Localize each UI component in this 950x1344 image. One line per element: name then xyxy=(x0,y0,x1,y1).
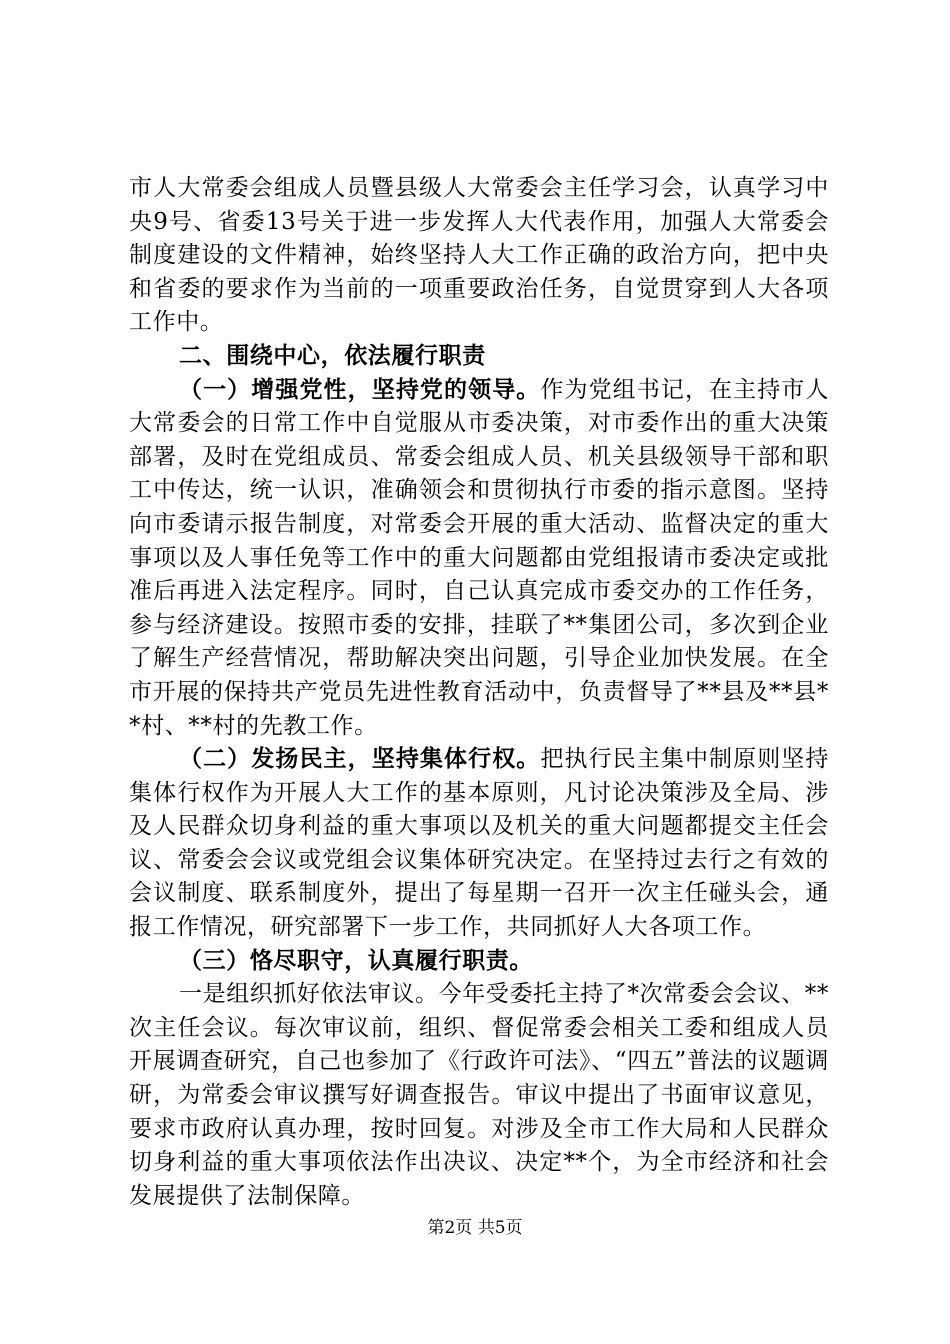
document-body xyxy=(129,172,829,1213)
section-heading-2: 二、围绕中心，依法履行职责 xyxy=(179,342,486,369)
subsection-1-title: （一）增强党性，坚持党的领导。 xyxy=(179,376,541,403)
paragraph-subsection-1 xyxy=(129,374,829,744)
subsection-1-text: 作为党组书记，在主持市人大常委会的日常工作中自觉服从市委决策，对市委作出的重大决策部署，及时在党组成员、常委会组成人员、机关县级领导干部和职工中传达，统一认识，准确领会和贯彻执行市委的指示意图。坚持向市委请示报告制度，对常委会开展的重大活动、监督决定的重大事项以及人事任免等工作中的重大问题都由党组报请市委决定或批准后再进入法定程序。同时，自己认真完成市委交办的工作任务，参与经济建设。按照市委的安排，挂联了**集团公司，多次到企业了解生产经营情况，帮助解决突出问题，引导企业加快发展。在全市开展的保持共产党员先进性教育活动中，负责督导了**县及**县**村、**村的先教工作。 xyxy=(129,376,830,739)
subsection-3-title: （三）恪尽职守，认真履行职责。 xyxy=(179,947,533,974)
page-number-footer: 第2页 共5页 xyxy=(427,1218,523,1238)
paragraph-review-work: 一是组织抓好依法审议。今年受委托主持了*次常委会会议、**次主任会议。每次审议前，组织、督促常委会相关工委和组成人员开展调查研究，自己也参加了《行政许可法》、“四五”普法的议题调研，为常委会审议撰写好调查报告。审议中提出了书面审议意见，要求市政府认真办理，按时回复。对涉及全市工作大局和人民群众切身利益的重大事项依法作出决议、决定**个，为全市经济和社会发展提供了法制保障。 xyxy=(129,981,829,1209)
paragraph-subsection-2 xyxy=(129,743,829,945)
paragraph-intro: 市人大常委会组成人员暨县级人大常委会主任学习会，认真学习中央9号、省委13号关于进一步发挥人大代表作用，加强人大常委会制度建设的文件精神，始终坚持人大工作正确的政治方向，把中央和省委的要求作为当前的一项重要政治任务，自觉贯穿到人大各项工作中。 xyxy=(129,175,829,336)
subsection-2-text: 把执行民主集中制原则坚持集体行权作为开展人大工作的基本原则，凡讨论决策涉及全局、涉及人民群众切身利益的重大事项以及机关的重大问题都提交主任会议、常委会会议或党组会议集体研究决定。在坚持过去行之有效的会议制度、联系制度外，提出了每星期一召开一次主任碰头会，通报工作情况，研究部署下一步工作，共同抓好人大各项工作。 xyxy=(129,746,830,941)
subsection-2-title: （二）发扬民主，坚持集体行权。 xyxy=(179,746,541,773)
